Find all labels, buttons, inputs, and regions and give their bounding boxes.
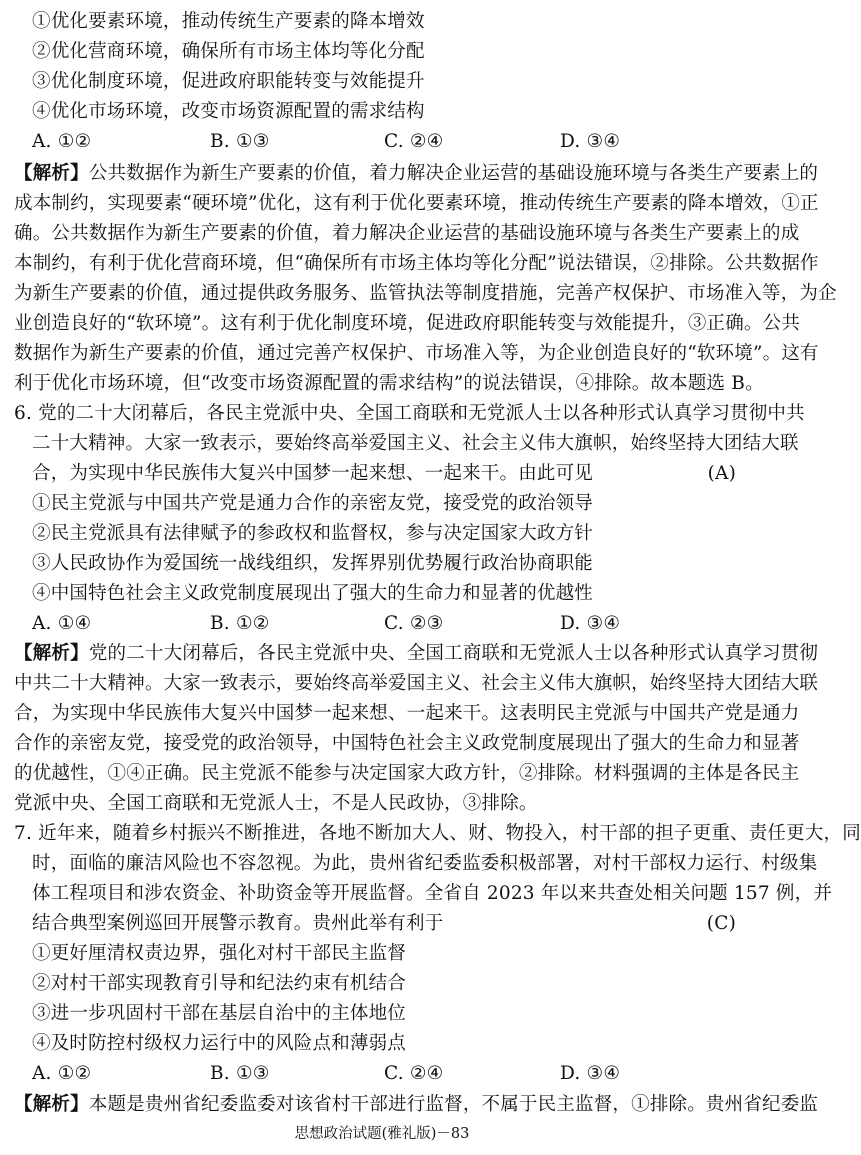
q6-answer: (A) [707, 463, 736, 484]
q7-option-4: ④及时防控村级权力运行中的风险点和薄弱点 [32, 1033, 407, 1054]
choice-b: B. ①② [210, 613, 270, 634]
choice-a: A. ①④ [32, 613, 92, 634]
q6-explanation-line: 党派中央、全国工商联和无党派人士，不是人民政协，③排除。 [14, 793, 538, 814]
prev-option-2: ②优化营商环境，确保所有市场主体均等化分配 [32, 41, 425, 62]
q7-option-3: ③进一步巩固村干部在基层自治中的主体地位 [32, 1003, 407, 1024]
page-footer: 思想政治试题(雅礼版)－83 [294, 1126, 470, 1142]
q6-choices [32, 612, 732, 636]
explanation-tag: 【解析】 [14, 163, 89, 184]
choice-b: B. ①③ [210, 1063, 270, 1084]
q6-stem-line: 二十大精神。大家一致表示，要始终高举爱国主义、社会主义伟大旗帜，始终坚持大团结大联 [32, 433, 799, 454]
prev-explanation-line: 【解析】公共数据作为新生产要素的价值，着力解决企业运营的基础设施环境与各类生产要素上的 [14, 163, 819, 184]
q7-choices [32, 1062, 732, 1086]
prev-choices [32, 130, 732, 154]
q6-explanation-line: 合作的亲密友党，接受党的政治领导，中国特色社会主义政党制度展现出了强大的生命力和显著 [14, 733, 800, 754]
q7-stem-line: 7. 近年来，随着乡村振兴不断推进，各地不断加大人、财、物投入，村干部的担子更重、责任更大，同 [14, 823, 861, 844]
prev-explanation-line: 为新生产要素的价值，通过提供政务服务、监管执法等制度措施，完善产权保护、市场准入等，为企 [14, 283, 837, 304]
choice-c: C. ②④ [384, 131, 444, 152]
choice-d: D. ③④ [560, 1063, 621, 1084]
q7-option-1: ①更好厘清权责边界，强化对村干部民主监督 [32, 943, 407, 964]
choice-b: B. ①③ [210, 131, 270, 152]
q7-answer: (C) [706, 913, 736, 934]
q6-stem-line: 6. 党的二十大闭幕后，各民主党派中央、全国工商联和无党派人士以各种形式认真学习贯彻中共 [14, 403, 805, 424]
explanation-tag: 【解析】 [14, 1094, 89, 1115]
prev-explanation-line: 业创造良好的“软环境”。这有利于优化制度环境，促进政府职能转变与效能提升，③正确。公共 [14, 313, 801, 334]
prev-explanation-line: 本制约，有利于优化营商环境，但“确保所有市场主体均等化分配”说法错误，②排除。公共数据作 [14, 253, 819, 274]
q6-stem-line: 合，为实现中华民族伟大复兴中国梦一起来想、一起来干。由此可见 (A) [32, 463, 736, 484]
choice-a: A. ①② [32, 1063, 92, 1084]
q7-stem-line: 时，面临的廉洁风险也不容忽视。为此，贵州省纪委监委积极部署，对村干部权力运行、村级集 [32, 853, 818, 874]
q6-explanation-line: 合，为实现中华民族伟大复兴中国梦一起来想、一起来干。这表明民主党派与中国共产党是通力 [14, 703, 800, 724]
q7-stem-line: 结合典型案例巡回开展警示教育。贵州此举有利于 (C) [32, 913, 736, 934]
choice-d: D. ③④ [560, 131, 621, 152]
prev-explanation-line: 确。公共数据作为新生产要素的价值，着力解决企业运营的基础设施环境与各类生产要素上的成 [14, 223, 800, 244]
q7-option-2: ②对村干部实现教育引导和纪法约束有机结合 [32, 973, 407, 994]
q6-explanation-line: 的优越性，①④正确。民主党派不能参与决定国家大政方针，②排除。材料强调的主体是各民主 [14, 763, 800, 784]
prev-explanation-line: 数据作为新生产要素的价值，通过完善产权保护、市场准入等，为企业创造良好的“软环境”。这有 [14, 343, 819, 364]
prev-option-4: ④优化市场环境，改变市场资源配置的需求结构 [32, 101, 425, 122]
prev-explanation-line: 利于优化市场环境，但“改变市场资源配置的需求结构”的说法错误，④排除。故本题选 B。 [14, 373, 764, 394]
choice-d: D. ③④ [560, 613, 621, 634]
prev-option-3: ③优化制度环境，促进政府职能转变与效能提升 [32, 71, 425, 92]
q6-option-1: ①民主党派与中国共产党是通力合作的亲密友党，接受党的政治领导 [32, 493, 594, 514]
prev-option-1: ①优化要素环境，推动传统生产要素的降本增效 [32, 11, 425, 32]
choice-c: C. ②④ [384, 1063, 444, 1084]
q6-option-2: ②民主党派具有法律赋予的参政权和监督权，参与决定国家大政方针 [32, 523, 594, 544]
q7-stem-line: 体工程项目和涉农资金、补助资金等开展监督。全省自 2023 年以来共查处相关问题 157 例，并 [32, 883, 833, 904]
choice-c: C. ②③ [384, 613, 444, 634]
q6-option-3: ③人民政协作为爱国统一战线组织，发挥界别优势履行政治协商职能 [32, 553, 594, 574]
choice-a: A. ①② [32, 131, 92, 152]
explanation-tag: 【解析】 [14, 643, 89, 664]
q7-explanation-line: 【解析】本题是贵州省纪委监委对该省村干部进行监督，不属于民主监督，①排除。贵州省纪委监 [14, 1094, 819, 1115]
q6-explanation-line: 【解析】党的二十大闭幕后，各民主党派中央、全国工商联和无党派人士以各种形式认真学习贯彻 [14, 643, 819, 664]
q6-explanation-line: 中共二十大精神。大家一致表示，要始终高举爱国主义、社会主义伟大旗帜，始终坚持大团结大联 [14, 673, 819, 694]
q6-option-4: ④中国特色社会主义政党制度展现出了强大的生命力和显著的优越性 [32, 583, 594, 604]
prev-explanation-line: 成本制约，实现要素“硬环境”优化，这有利于优化要素环境，推动传统生产要素的降本增效，①正 [14, 193, 819, 214]
